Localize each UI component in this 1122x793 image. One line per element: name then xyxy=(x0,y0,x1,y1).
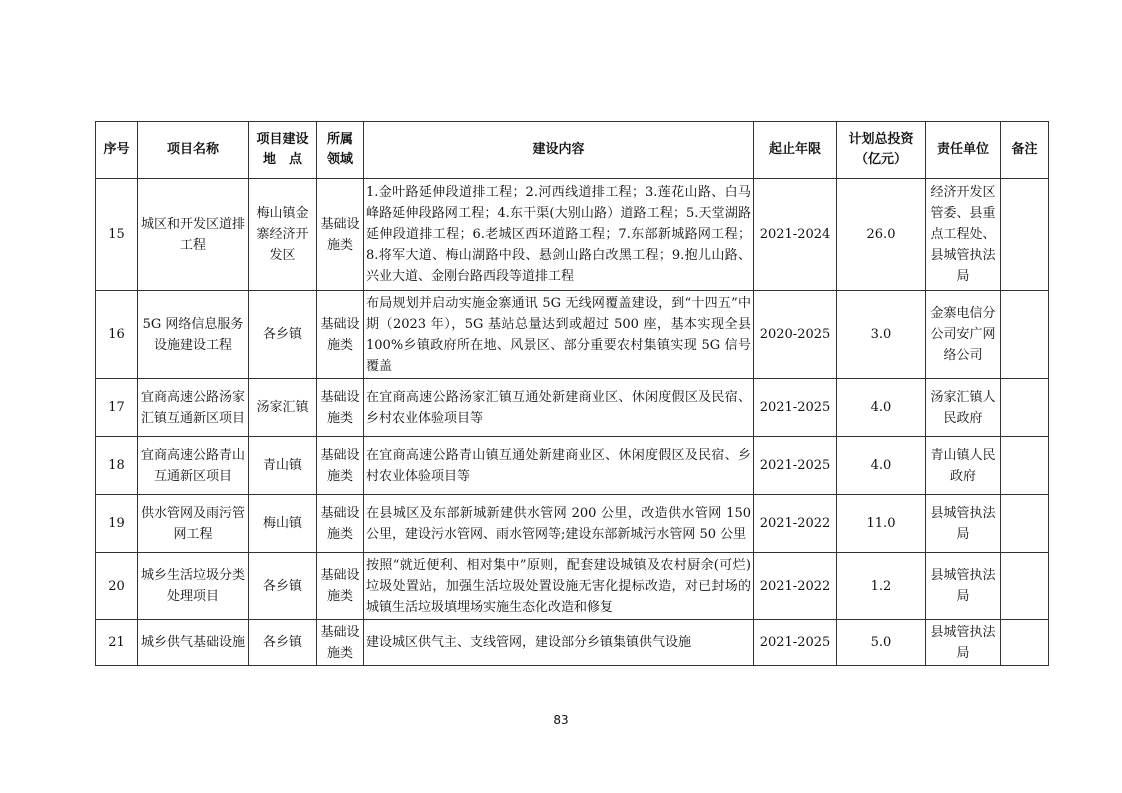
cell-content: 按照“就近便利、相对集中”原则，配套建设城镇及农村厨余(可烂)垃圾处置站，加强生活垃圾处置设施无害化提标改造，对已封场的城镇生活垃圾填埋场实施生态化改造和修复 xyxy=(364,553,754,620)
table-row xyxy=(96,291,1049,379)
cell-no: 18 xyxy=(96,437,138,495)
header-investment xyxy=(837,122,926,179)
cell-domain: 基础设施类 xyxy=(317,179,364,291)
cell-name: 宜商高速公路汤家汇镇互通新区项目 xyxy=(138,379,249,437)
header-name: 项目名称 xyxy=(138,122,249,179)
cell-name: 5G 网络信息服务设施建设工程 xyxy=(138,291,249,379)
header-period: 起止年限 xyxy=(754,122,837,179)
cell-remark xyxy=(1001,379,1049,437)
cell-no: 15 xyxy=(96,179,138,291)
header-remark: 备注 xyxy=(1001,122,1049,179)
cell-remark xyxy=(1001,495,1049,553)
cell-domain: 基础设施类 xyxy=(317,620,364,666)
table-row xyxy=(96,437,1049,495)
cell-unit: 青山镇人民政府 xyxy=(926,437,1001,495)
cell-period: 2021-2022 xyxy=(754,553,837,620)
cell-location: 青山镇 xyxy=(249,437,317,495)
cell-investment: 4.0 xyxy=(837,437,926,495)
cell-unit: 县城管执法局 xyxy=(926,495,1001,553)
table-row xyxy=(96,379,1049,437)
cell-no: 16 xyxy=(96,291,138,379)
cell-period: 2021-2024 xyxy=(754,179,837,291)
cell-period: 2021-2025 xyxy=(754,620,837,666)
cell-no: 20 xyxy=(96,553,138,620)
cell-content: 在宜商高速公路青山镇互通处新建商业区、休闲度假区及民宿、乡村农业体验项目等 xyxy=(364,437,754,495)
cell-location: 汤家汇镇 xyxy=(249,379,317,437)
cell-location: 梅山镇金寨经济开发区 xyxy=(249,179,317,291)
table-row xyxy=(96,620,1049,666)
cell-location: 各乡镇 xyxy=(249,553,317,620)
cell-unit: 县城管执法局 xyxy=(926,553,1001,620)
table-header-row xyxy=(96,122,1049,179)
cell-period: 2021-2022 xyxy=(754,495,837,553)
cell-content: 1.金叶路延伸段道排工程；2.河西线道排工程；3.莲花山路、白马峰路延伸段路网工程；4.东干渠(大别山路）道路工程；5.天堂湖路延伸段道排工程；6.老城区西环道路工程；7.东部新城路网工程；8.将军大道、梅山湖路中段、悬剑山路白改黑工程；9.抱儿山路、兴业大道、金刚台路西段等道排工程 xyxy=(364,179,754,291)
cell-no: 21 xyxy=(96,620,138,666)
cell-investment: 3.0 xyxy=(837,291,926,379)
cell-name: 供水管网及雨污管网工程 xyxy=(138,495,249,553)
cell-unit: 汤家汇镇人民政府 xyxy=(926,379,1001,437)
cell-location: 各乡镇 xyxy=(249,620,317,666)
header-location-line1: 项目建设 xyxy=(256,132,309,147)
cell-remark xyxy=(1001,179,1049,291)
table-row xyxy=(96,179,1049,291)
cell-remark xyxy=(1001,291,1049,379)
cell-investment: 1.2 xyxy=(837,553,926,620)
cell-unit: 经济开发区管委、县重点工程处、县城管执法局 xyxy=(926,179,1001,291)
cell-domain: 基础设施类 xyxy=(317,553,364,620)
table-row xyxy=(96,553,1049,620)
header-domain-line2: 领域 xyxy=(326,152,353,167)
header-content: 建设内容 xyxy=(364,122,754,179)
cell-name: 宜商高速公路青山互通新区项目 xyxy=(138,437,249,495)
cell-investment: 11.0 xyxy=(837,495,926,553)
cell-domain: 基础设施类 xyxy=(317,437,364,495)
cell-name: 城乡生活垃圾分类处理项目 xyxy=(138,553,249,620)
header-domain xyxy=(317,122,364,179)
cell-location: 各乡镇 xyxy=(249,291,317,379)
cell-unit: 县城管执法局 xyxy=(926,620,1001,666)
header-location xyxy=(249,122,317,179)
cell-investment: 4.0 xyxy=(837,379,926,437)
header-investment-line2: （亿元） xyxy=(854,152,907,167)
table-row xyxy=(96,495,1049,553)
cell-content: 建设城区供气主、支线管网，建设部分乡镇集镇供气设施 xyxy=(364,620,754,666)
cell-investment: 26.0 xyxy=(837,179,926,291)
header-location-line2: 地 点 xyxy=(262,152,302,167)
cell-period: 2020-2025 xyxy=(754,291,837,379)
cell-content: 在宜商高速公路汤家汇镇互通处新建商业区、休闲度假区及民宿、乡村农业体验项目等 xyxy=(364,379,754,437)
cell-content: 布局规划并启动实施金寨通讯 5G 无线网覆盖建设，到“十四五”中期（2023 年），5G 基站总量达到或超过 500 座，基本实现全县 100%乡镇政府所在地、风景区、部分重要农村集镇实现 5G 信号覆盖 xyxy=(364,291,754,379)
cell-investment: 5.0 xyxy=(837,620,926,666)
header-unit: 责任单位 xyxy=(926,122,1001,179)
header-no: 序号 xyxy=(96,122,138,179)
cell-domain: 基础设施类 xyxy=(317,495,364,553)
cell-domain: 基础设施类 xyxy=(317,379,364,437)
cell-no: 19 xyxy=(96,495,138,553)
cell-unit: 金寨电信分公司安广网络公司 xyxy=(926,291,1001,379)
cell-no: 17 xyxy=(96,379,138,437)
cell-period: 2021-2025 xyxy=(754,437,837,495)
cell-period: 2021-2025 xyxy=(754,379,837,437)
project-table xyxy=(95,121,1049,666)
cell-remark xyxy=(1001,437,1049,495)
cell-location: 梅山镇 xyxy=(249,495,317,553)
cell-remark xyxy=(1001,553,1049,620)
cell-content: 在县城区及东部新城新建供水管网 200 公里，改造供水管网 150 公里，建设污水管网、雨水管网等;建设东部新城污水管网 50 公里 xyxy=(364,495,754,553)
header-investment-line1: 计划总投资 xyxy=(848,132,914,147)
cell-remark xyxy=(1001,620,1049,666)
cell-name: 城区和开发区道排工程 xyxy=(138,179,249,291)
page-number: 83 xyxy=(553,713,569,727)
header-domain-line1: 所属 xyxy=(326,132,353,147)
cell-domain: 基础设施类 xyxy=(317,291,364,379)
cell-name: 城乡供气基础设施 xyxy=(138,620,249,666)
